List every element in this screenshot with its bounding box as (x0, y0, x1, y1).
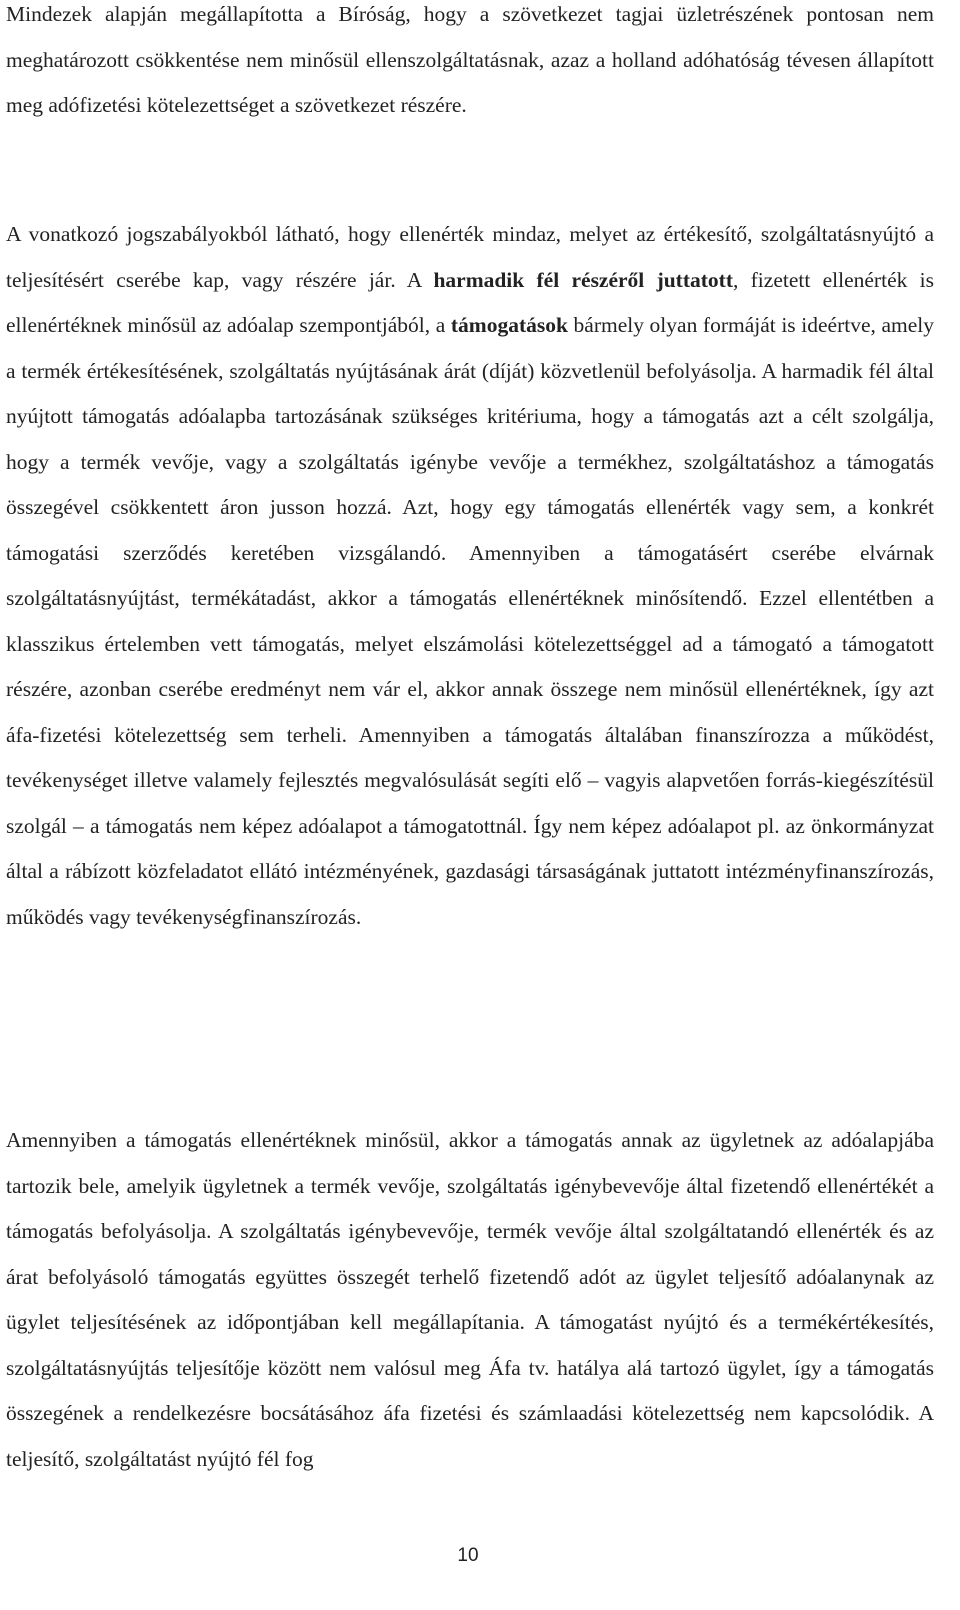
page-number: 10 (457, 1545, 479, 1566)
bold-term-subsidies: támogatások (450, 313, 568, 337)
paragraph-text: , fizetett ellenérték is ellenértéknek minősül az adóalap szempontjából, a (6, 267, 934, 337)
paragraph-court-conclusion (6, 0, 934, 129)
paragraph-text: A vonatkozó jogszabályokból látható, hogy ellenérték mindaz, melyet az értékesítő, szolgáltatásnyújtó a teljesítésért cserébe kap, vagy részére jár. A (6, 222, 934, 292)
paragraph-consideration-rules (6, 212, 934, 940)
paragraph-text: bármely olyan formáját is ideértve, amely a termék értékesítésének, szolgáltatás nyújtásának árát (díját) közvetlenül befolyásolja. A harmadik fél által nyújtott támogatás adóalapba tartozásának szükséges kritériuma, hogy a támogatás azt a célt szolgálja, hogy a termék vevője, vagy a szolgáltatás igénybe vevője a termékhez, szolgáltatáshoz a támogatás összegével csökkentett áron jusson hozzá. Azt, hogy egy támogatás ellenérték vagy sem, a konkrét támogatási szerződés keretében vizsgálandó. Amennyiben a támogatásért cserébe elvárnak szolgáltatásnyújtást, termékátadást, akkor a támogatás ellenértéknek minősítendő. Ezzel ellentétben a klasszikus értelemben vett támogatás, melyet elszámolási kötelezettséggel ad a támogató a támogatott részére, azonban cserébe eredményt nem vár el, akkor annak összege nem minősül ellenértéknek, így azt áfa-fizetési kötelezettség sem terheli. Amennyiben a támogatás általában finanszírozza a működést, tevékenységet illetve valamely fejlesztés megvalósulását segíti elő – vagyis alapvetően forrás-kiegészítésül szolgál – a támogatás nem képez adóalapot a támogatottnál. Így nem képez adóalapot pl. az önkormányzat által a rábízott közfeladatot ellátó intézményének, gazdasági társaságának juttatott intézményfinanszírozás, működés vagy tevékenységfinanszírozás. (6, 313, 934, 929)
paragraph-text: Amennyiben a támogatás ellenértéknek minősül, akkor a támogatás annak az ügyletnek az adóalapjába tartozik bele, amelyik ügyletnek a termék vevője, szolgáltatás igénybevevője által fizetendő ellenértékét a támogatás befolyásolja. A szolgáltatás igénybevevője, termék vevője által szolgáltatandó ellenérték és az árat befolyásoló támogatás együttes összegét terhelő fizetendő adót az ügylet teljesítő adóalanynak az ügylet teljesítésének az időpontjában kell megállapítania. A támogatást nyújtó és a termékértékesítés, szolgáltatásnyújtás teljesítője között nem valósul meg Áfa tv. hatálya alá tartozó ügylet, így a támogatás összegének a rendelkezésre bocsátásához áfa fizetési és számlaadási kötelezettség nem kapcsolódik. A teljesítő, szolgáltatást nyújtó fél fog (6, 1128, 934, 1471)
paragraph-text: Mindezek alapján megállapította a Bíróság, hogy a szövetkezet tagjai üzletrészének pontosan nem meghatározott csökkentése nem minősül ellenszolgáltatásnak, azaz a holland adóhatóság tévesen állapított meg adófizetési kötelezettséget a szövetkezet részére. (6, 2, 934, 117)
paragraph-tax-base (6, 1118, 934, 1482)
bold-term-third-party: harmadik fél részéről juttatott (433, 267, 733, 292)
